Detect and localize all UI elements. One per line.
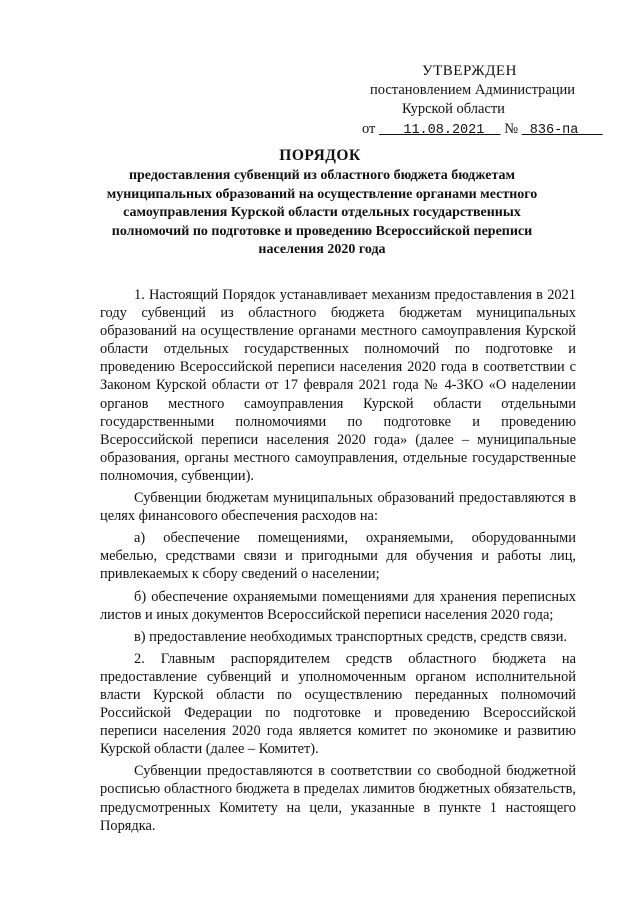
document-body (100, 286, 576, 839)
paragraph-4: Субвенции предоставляются в соответствии со свободной бюджетной росписью областного бюджета в пределах лимитов бюджетных обязательств, предусмотренных Комитету на цели, указанные в пункте 1 настоящего Порядка. (100, 763, 576, 834)
paragraph-2: Субвенции бюджетам муниципальных образований предоставляются в целях финансового обеспечения расходов на: (100, 490, 576, 525)
approval-number: 836-па (529, 123, 579, 138)
date-prefix: от (362, 121, 376, 137)
approval-title: УТВЕРЖДЕН (422, 63, 517, 79)
paragraph-item-v: в) предоставление необходимых транспортных средств, средств связи. (134, 628, 568, 645)
document-title: ПОРЯДОК (279, 147, 361, 164)
document-subtitle: предоставления субвенций из областного бюджета бюджетам муниципальных образований на осуществление органами местного самоуправления Курской области отдельных государственных полномочий по подготовке и проведению Всероссийской переписи населения 2020 года (106, 168, 538, 257)
paragraph-3: 2. Главным распорядителем средств областного бюджета на предоставление субвенций и уполномоченным органом исполнительной власти Курской области по осуществлению переданных полномочий Российской Федерации по подготовке и проведению Всероссийской переписи населения 2020 года является комитет по экономике и развитию Курской области (далее – Комитет). (100, 650, 576, 758)
number-prefix: № (504, 121, 519, 137)
approval-line-2: Курской области (402, 101, 505, 117)
paragraph-item-a: а) обеспечение помещениями, охраняемыми, оборудованными мебелью, средствами связи и пригодными для обучения и работы лиц, привлекаемых к сбору сведений о населении; (100, 530, 576, 583)
approval-date-row (362, 120, 612, 140)
approval-line-1: постановлением Администрации (370, 82, 576, 98)
approval-date: 11.08.2021 (403, 123, 485, 138)
approval-block (362, 62, 612, 140)
paragraph-1: 1. Настоящий Порядок устанавливает механизм предоставления в 2021 году субвенций из областного бюджета бюджетам муниципальных образований на осуществление органами местного самоуправления Курской области отдельных государственных полномочий по подготовке и проведению Всероссийской переписи населения 2020 года в соответствии с Законом Курской области от 17 февраля 2021 года № 4-ЗКО «О наделении органов местного самоуправления Курской области отдельными государственными полномочиями по подготовке и проведению Всероссийской переписи населения 2020 года» (далее – муниципальные образования, органы местного самоуправления, отдельные государственные полномочия, субвенции). (100, 287, 576, 484)
paragraph-item-b: б) обеспечение охраняемыми помещениями для хранения переписных листов и иных документов Всероссийской переписи населения 2020 года; (100, 588, 576, 623)
